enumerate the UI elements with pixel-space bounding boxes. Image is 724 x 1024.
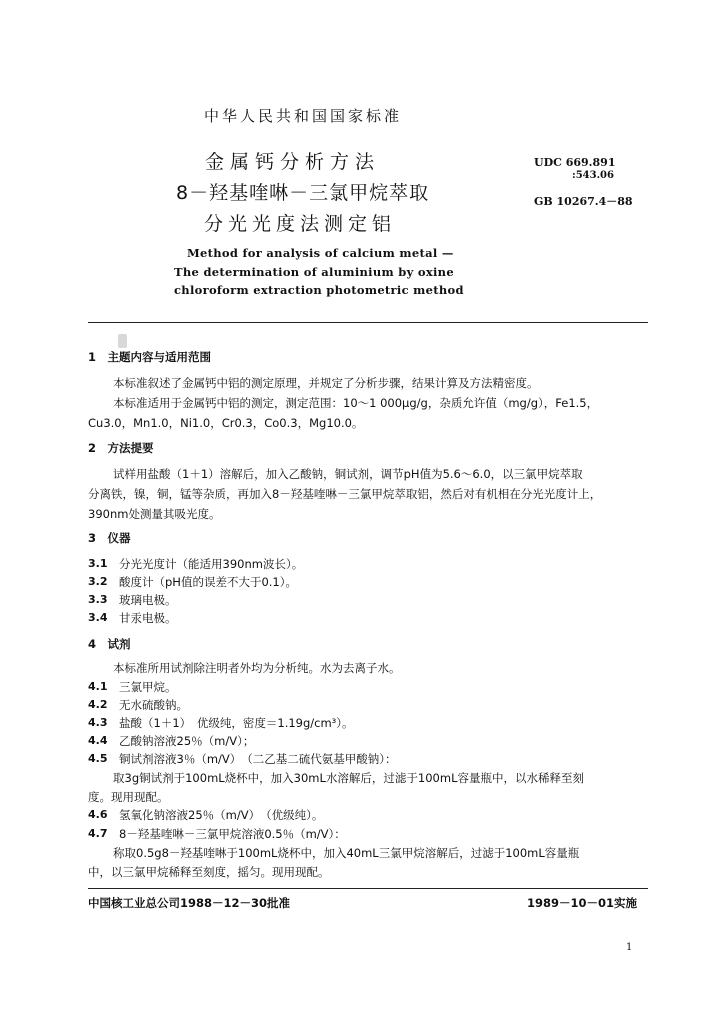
scan-mark — [118, 334, 127, 348]
item-4-1-number: 4.1 — [88, 680, 108, 693]
page-number: 1 — [626, 942, 633, 953]
section-1-heading: 1 主题内容与适用范围 — [88, 350, 212, 364]
english-title-line-1: Method for analysis of calcium metal — — [187, 246, 454, 260]
item-3-1-text: 分光光度计（能适用390nm波长）。 — [119, 557, 304, 571]
approval-date: 中国核工业总公司1988－12－30批准 — [88, 896, 291, 910]
title-line-3: 分光光度法测定铝 — [204, 213, 397, 235]
section-1-paragraph-1: 本标准叙述了金属钙中铝的测定原理，并规定了分析步骤，结果计算及方法精密度。 — [113, 376, 539, 390]
item-4-2-number: 4.2 — [88, 698, 108, 711]
item-3-3-number: 3.3 — [88, 593, 108, 606]
item-3-4-text: 甘汞电极。 — [119, 611, 177, 625]
item-3-2-number: 3.2 — [88, 575, 108, 588]
item-4-3-text: 盐酸（1＋1） 优级纯，密度＝1.19g/cm³）。 — [119, 716, 354, 730]
item-3-2-text: 酸度计（pH值的误差不大于0.1）。 — [119, 575, 297, 589]
item-4-5-detail-line-1: 取3g铜试剂于100mL烧杯中，加入30mL水溶解后，过滤于100mL容量瓶中，以水稀释至刻 — [113, 771, 584, 785]
section-3-heading: 3 仪器 — [88, 531, 131, 545]
item-4-7-text: 8－羟基喹啉－三氯甲烷溶液0.5％（m/V）： — [119, 827, 346, 841]
header-divider — [88, 322, 648, 323]
item-4-6-text: 氢氧化钠溶液25％（m/V） （优级纯）。 — [119, 808, 324, 822]
udc-code: UDC 669.891 — [534, 156, 616, 169]
item-4-7-detail-line-2: 中，以三氯甲烷稀释至刻度，摇匀。现用现配。 — [88, 865, 330, 879]
english-title-line-2: The determination of aluminium by oxine — [174, 265, 454, 279]
english-title-line-3: chloroform extraction photometric method — [174, 283, 464, 297]
section-2-heading: 2 方法提要 — [88, 441, 154, 455]
footer-divider — [88, 888, 648, 889]
item-3-1-number: 3.1 — [88, 557, 108, 570]
udc-code-continued: :543.06 — [572, 170, 614, 181]
item-4-5-text: 铜试剂溶液3％（m/V） （二乙基二硫代氨基甲酸钠）： — [119, 752, 397, 766]
item-4-7-number: 4.7 — [88, 827, 108, 840]
item-4-4-text: 乙酸钠溶液25％（m/V）； — [119, 734, 255, 748]
item-4-4-number: 4.4 — [88, 734, 108, 747]
item-3-3-text: 玻璃电极。 — [119, 593, 177, 607]
item-3-4-number: 3.4 — [88, 611, 108, 624]
section-2-paragraph-line-3: 390nm处测量其吸光度。 — [88, 507, 221, 521]
standard-org-title: 中华人民共和国国家标准 — [204, 107, 403, 125]
item-4-3-number: 4.3 — [88, 716, 108, 729]
title-line-2: 8－羟基喹啉－三氯甲烷萃取 — [176, 182, 430, 204]
section-4-intro: 本标准所用试剂除注明者外均为分析纯。水为去离子水。 — [113, 661, 401, 675]
item-4-1-text: 三氯甲烷。 — [119, 680, 177, 694]
item-4-5-number: 4.5 — [88, 752, 108, 765]
gb-standard-number: GB 10267.4－88 — [534, 195, 633, 208]
item-4-7-detail-line-1: 称取0.5g8－羟基喹啉于100mL烧杯中，加入40mL三氯甲烷溶解后，过滤于100mL容量瓶 — [113, 846, 580, 860]
item-4-5-detail-line-2: 度。现用现配。 — [88, 790, 169, 804]
section-1-paragraph-2: 本标准适用于金属钙中铝的测定，测定范围：10～1 000μg/g，杂质允许值（mg/g），Fe1.5， — [113, 396, 599, 410]
section-4-heading: 4 试剂 — [88, 637, 131, 651]
implementation-date: 1989－10－01实施 — [527, 896, 638, 910]
section-2-paragraph-line-2: 分离铁，镍，铜，锰等杂质，再加入8－羟基喹啉－三氯甲烷萃取铝，然后对有机相在分光光度计上， — [88, 487, 602, 501]
section-1-paragraph-2-cont: Cu3.0，Mn1.0，Ni1.0，Cr0.3，Co0.3，Mg10.0。 — [88, 416, 364, 430]
item-4-2-text: 无水硫酸钠。 — [119, 698, 188, 712]
section-2-paragraph-line-1: 试样用盐酸（1＋1）溶解后，加入乙酸钠，铜试剂，调节pH值为5.6～6.0，以三氯甲烷萃取 — [113, 467, 583, 481]
title-line-1: 金属钙分析方法 — [205, 151, 381, 173]
item-4-6-number: 4.6 — [88, 808, 108, 821]
